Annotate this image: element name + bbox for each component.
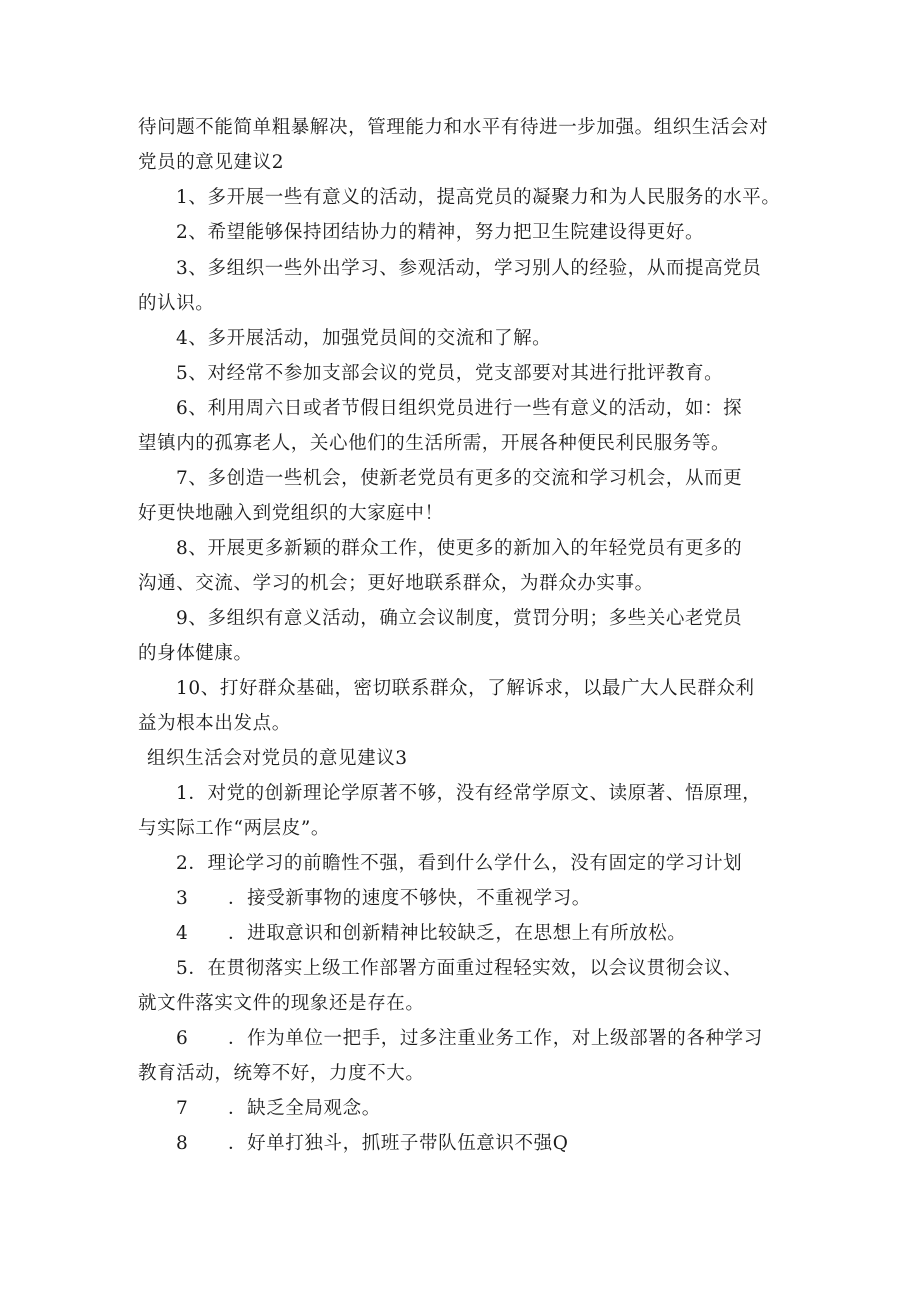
list-item: ．好单打独斗，抓班子带队伍意识不强Q (228, 1133, 569, 1154)
text-line: 沟通、交流、学习的机会；更好地联系群众，为群众办实事。 (138, 573, 654, 594)
list-item: 10、打好群众基础，密切联系群众，了解诉求，以最广大人民群众利 (176, 678, 755, 699)
list-item: ．接受新事物的速度不够快，不重视学习。 (228, 888, 591, 909)
text-line: 待问题不能简单粗暴解决，管理能力和水平有待进一步加强。组织生活会对 (138, 117, 769, 138)
list-item: ．进取意识和创新精神比较缺乏，在思想上有所放松。 (228, 923, 687, 944)
list-item: 8、开展更多新颖的群众工作，使更多的新加入的年轻党员有更多的 (176, 538, 743, 559)
list-item: 5、对经常不参加支部会议的党员，党支部要对其进行批评教育。 (176, 363, 724, 384)
list-item: 7、多创造一些机会，使新老党员有更多的交流和学习机会，从而更 (176, 468, 743, 489)
list-item: 2、希望能够保持团结协力的精神，努力把卫生院建设得更好。 (176, 222, 705, 243)
list-item: 6、利用周六日或者节假日组织党员进行一些有意义的活动，如：探 (176, 398, 743, 419)
list-item: 3、多组织一些外出学习、参观活动，学习别人的经验，从而提高党员 (176, 258, 762, 279)
text-line: 的身体健康。 (138, 643, 253, 664)
list-item-number: 8 (176, 1133, 189, 1154)
text-line: 望镇内的孤寡老人，关心他们的生活所需，开展各种便民利民服务等。 (138, 433, 731, 454)
list-item: 1．对党的创新理论学原著不够，没有经常学原文、读原著、悟原理， (176, 783, 762, 804)
text-line: 与实际工作“两层皮”。 (138, 818, 331, 839)
list-item-number: 4 (176, 923, 189, 944)
text-line: 教育活动，统筹不好，力度不大。 (138, 1063, 425, 1084)
list-item: 9、多组织有意义活动，确立会议制度，赏罚分明；多些关心老党员 (176, 608, 743, 629)
list-item-number: 6 (176, 1028, 189, 1049)
text-line: 好更快地融入到党组织的大家庭中！ (138, 503, 444, 524)
text-line: 就文件落实文件的现象还是存在。 (138, 993, 425, 1014)
list-item-number: 3 (176, 888, 189, 909)
list-item: 2．理论学习的前瞻性不强，看到什么学什么，没有固定的学习计划 (176, 853, 743, 874)
section-heading: 组织生活会对党员的意见建议3 (147, 748, 408, 769)
list-item: 5．在贯彻落实上级工作部署方面重过程轻实效，以会议贯彻会议、 (176, 958, 743, 979)
text-line: 党员的意见建议2 (138, 152, 285, 173)
text-line: 的认识。 (138, 293, 215, 314)
list-item-number: 7 (176, 1098, 189, 1119)
list-item: 1、多开展一些有意义的活动，提高党员的凝聚力和为人民服务的水平。 (176, 187, 781, 208)
list-item: ．作为单位一把手，过多注重业务工作，对上级部署的各种学习 (228, 1028, 763, 1049)
list-item: ．缺乏全局观念。 (228, 1098, 381, 1119)
list-item: 4、多开展活动，加强党员间的交流和了解。 (176, 328, 552, 349)
text-line: 益为根本出发点。 (138, 713, 291, 734)
